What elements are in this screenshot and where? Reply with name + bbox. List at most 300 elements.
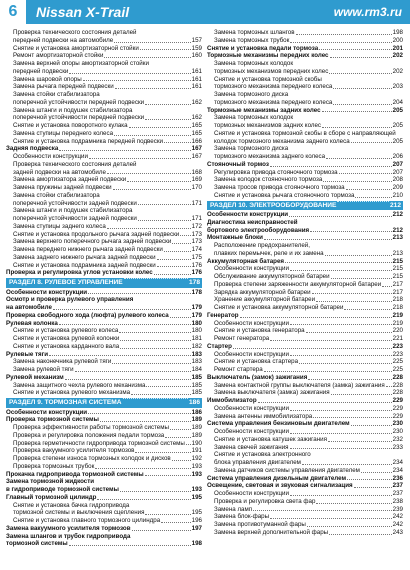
toc-entry xyxy=(6,517,202,525)
toc-entry-title: Замена пружины задней подвески xyxy=(13,184,112,191)
toc-entry xyxy=(207,242,403,250)
toc-entry xyxy=(207,99,403,107)
dot-leader xyxy=(95,468,190,469)
toc-entry xyxy=(6,327,202,335)
toc-entry-title: поперечной устойчивости задней подвески xyxy=(13,199,137,207)
dot-leader xyxy=(253,510,392,511)
toc-entry xyxy=(6,502,202,510)
toc-page-number: 205 xyxy=(392,122,403,129)
toc-page-number: 201 xyxy=(392,44,403,52)
toc-page-number: 233 xyxy=(392,443,403,451)
dot-leader xyxy=(285,262,392,263)
dot-leader xyxy=(129,127,191,128)
toc-entry xyxy=(207,428,403,436)
toc-page-number: 160 xyxy=(191,52,202,60)
toc-entry xyxy=(207,114,403,122)
dot-leader xyxy=(120,491,191,492)
toc-entry-title: Прокачка гидропривода тормозной системы xyxy=(6,470,144,478)
dot-leader xyxy=(328,441,392,442)
toc-entry xyxy=(207,529,403,537)
dot-leader xyxy=(290,355,392,356)
toc-entry-title: Проверка эффективности работы тормозной системы xyxy=(13,424,169,431)
dot-leader xyxy=(290,495,392,496)
toc-entry-title: Снятие и установка рычага стояночного тормоза xyxy=(214,191,355,199)
toc-entry xyxy=(207,289,403,297)
toc-entry-title: Зарядка аккумуляторной батареи xyxy=(214,288,311,296)
toc-entry xyxy=(6,153,202,161)
toc-page-number: 157 xyxy=(191,36,202,44)
toc-page-number: 189 xyxy=(191,431,202,439)
dot-leader xyxy=(333,88,391,89)
toc-page-number: 203 xyxy=(392,83,403,91)
toc-page-number: 183 xyxy=(191,350,202,358)
toc-page-number: 159 xyxy=(191,44,202,52)
dot-leader xyxy=(114,135,191,136)
toc-entry-title: Замена стойки стабилизатора xyxy=(13,191,100,199)
toc-page-number: 161 xyxy=(191,67,202,75)
dot-leader xyxy=(308,379,391,380)
page-number: 6 xyxy=(0,0,26,24)
site-url: www.rm3.ru xyxy=(333,5,402,19)
dot-leader xyxy=(180,235,190,236)
toc-entry-title: тормозного механизма переднего колеса xyxy=(214,83,333,91)
toc-page-number: 167 xyxy=(191,153,202,160)
toc-page-number: 230 xyxy=(392,420,403,428)
dot-leader xyxy=(299,363,392,364)
dot-leader xyxy=(75,371,191,372)
toc-entry-title: Стартер xyxy=(207,342,232,350)
dot-leader xyxy=(157,259,191,260)
dot-leader xyxy=(264,239,392,240)
toc-page-number: 200 xyxy=(392,36,403,44)
toc-entry-title: Особенности конструкции xyxy=(214,319,289,327)
toc-chapter-entry xyxy=(6,494,202,502)
toc-page-number: 185 xyxy=(191,389,202,397)
toc-entry xyxy=(207,351,403,359)
dot-leader xyxy=(346,189,392,190)
toc-entry-title: Замена контактной группы выключателя (замка) зажигания xyxy=(214,381,385,389)
toc-entry xyxy=(6,254,202,262)
toc-entry xyxy=(6,335,202,343)
toc-entry-title: поперечной устойчивости передней подвески xyxy=(13,98,145,106)
toc-page-number: 178 xyxy=(188,279,200,286)
toc-entry-title: Замена штанги и подушек стабилизатора xyxy=(13,207,133,215)
toc-page-number: 182 xyxy=(191,342,202,350)
toc-entry-title: Замена шлангов и трубок гидропривода xyxy=(6,532,131,540)
toc-entry xyxy=(207,389,403,397)
dot-leader xyxy=(172,460,191,461)
toc-page-number: 239 xyxy=(392,505,403,513)
toc-entry-title: Диагностика неисправностей xyxy=(207,218,298,226)
toc-entry-title: Система управления бензиновым двигателем xyxy=(207,420,350,428)
toc-entry xyxy=(6,99,202,107)
toc-entry-title: Снятие и установка бачка гидропривода xyxy=(13,501,130,509)
toc-entry-title: Стояночный тормоз xyxy=(207,160,269,168)
toc-entry xyxy=(6,60,202,68)
toc-entry-title: Рулевая колонка xyxy=(6,319,58,327)
toc-right-column xyxy=(207,29,403,537)
toc-entry-title: Замена свечей зажигания xyxy=(214,443,289,451)
toc-entry xyxy=(6,192,202,200)
dot-leader xyxy=(186,444,191,445)
toc-entry xyxy=(207,273,403,281)
toc-entry-title: плавких перемычек, реле и их замена xyxy=(214,249,324,257)
toc-entry xyxy=(207,490,403,498)
toc-page-number: 161 xyxy=(191,75,202,83)
toc-page-number: 181 xyxy=(191,335,202,342)
toc-entry-title: Замена тормозных трубок xyxy=(214,36,290,44)
toc-page-number: 234 xyxy=(392,466,403,474)
toc-entry-title: Замена тормозного диска xyxy=(214,145,289,153)
toc-page-number: 215 xyxy=(392,265,403,273)
dot-leader xyxy=(290,42,391,43)
toc-entry-title: Замена датчиков системы управления двигателем xyxy=(214,466,360,474)
dot-leader xyxy=(306,332,392,333)
dot-leader xyxy=(233,348,392,349)
toc-page-number: 218 xyxy=(392,296,403,304)
toc-chapter-entry xyxy=(207,397,403,405)
toc-entry-title: поперечной устойчивости передней подвески xyxy=(13,114,145,122)
toc-entry-title: Замена тормозной жидкости xyxy=(6,478,95,486)
toc-page-number: 190 xyxy=(191,439,202,447)
toc-entry xyxy=(207,366,403,374)
dot-leader xyxy=(138,220,191,221)
toc-entry-title: Замена тормозного диска xyxy=(214,91,289,98)
dot-leader xyxy=(290,324,392,325)
toc-page-number: 202 xyxy=(392,52,403,60)
toc-entry-title: Замена рулевой тяги xyxy=(13,366,74,373)
toc-entry-title: Снятие и установка подрамника передней подвески xyxy=(13,137,163,145)
toc-chapter-entry xyxy=(6,478,202,486)
dot-leader xyxy=(312,293,392,294)
toc-entry xyxy=(207,281,403,289)
toc-page-number: 242 xyxy=(392,521,403,528)
toc-entry xyxy=(207,91,403,99)
toc-entry-title: Снятие и установка продольного рычага задней подвески xyxy=(13,230,180,238)
toc-page-number: 219 xyxy=(392,319,403,327)
toc-page-number: 195 xyxy=(191,509,202,517)
toc-page-number: 234 xyxy=(392,459,403,466)
toc-entry-title: Снятие и установка стартера xyxy=(214,358,299,366)
toc-chapter-entry xyxy=(6,296,202,304)
toc-page-number: 165 xyxy=(191,129,202,137)
toc-entry-title: Особенности конструкции xyxy=(6,288,88,296)
toc-chapter-entry xyxy=(6,312,202,320)
dot-leader xyxy=(123,398,188,399)
toc-entry-title: Замена верхнего поперечного рычага задней подвески xyxy=(13,238,172,246)
toc-chapter-entry xyxy=(207,52,403,60)
toc-entry xyxy=(207,506,403,514)
dot-leader xyxy=(319,49,392,50)
toc-entry xyxy=(207,327,403,335)
toc-page-number: 172 xyxy=(191,222,202,230)
dot-leader xyxy=(145,475,191,476)
dot-leader xyxy=(325,255,392,256)
toc-chapter-entry xyxy=(207,374,403,382)
toc-page-number: 184 xyxy=(191,366,202,373)
toc-entry-title: Замена тормозных колодок xyxy=(214,60,294,67)
toc-entry-title: Замена тормозных колодок xyxy=(214,114,294,122)
toc-page-number: 189 xyxy=(191,416,202,424)
dot-leader xyxy=(104,57,190,58)
toc-page-number: 180 xyxy=(191,319,202,327)
dot-leader xyxy=(290,410,392,411)
book-title: Nissan X-Trail xyxy=(36,4,130,20)
dot-leader xyxy=(344,309,391,310)
toc-entry xyxy=(6,176,202,184)
dot-leader xyxy=(264,371,392,372)
toc-chapter-entry xyxy=(207,219,403,227)
toc-entry-title: Замена ламп xyxy=(214,505,253,513)
toc-entry-title: Особенности конструкции xyxy=(214,265,289,273)
toc-entry-title: Снятие и установка аккумуляторной батареи xyxy=(214,304,344,311)
dot-leader xyxy=(59,150,190,151)
toc-page-number: 215 xyxy=(392,273,403,280)
toc-page-number: 198 xyxy=(191,540,202,548)
toc-entry-title: Проверка свободного хода (люфта) рулевого колеса xyxy=(6,311,169,319)
toc-entry xyxy=(207,130,403,138)
toc-page-number: 198 xyxy=(392,29,403,36)
toc-entry-title: Замена переднего нижнего рычага задней подвески xyxy=(13,246,163,253)
dot-leader xyxy=(361,472,392,473)
toc-entry-title: Аккумуляторная батарея xyxy=(207,257,284,265)
toc-entry-title: Замена ступицы заднего колеса xyxy=(13,222,106,230)
toc-entry-title: Проверка технического состояния деталей xyxy=(13,160,137,168)
dot-leader xyxy=(329,534,392,535)
page-header xyxy=(0,0,410,24)
toc-entry xyxy=(6,215,202,223)
toc-entry xyxy=(207,451,403,459)
toc-entry xyxy=(6,231,202,239)
toc-page-number: 208 xyxy=(392,176,403,184)
toc-page-number: 183 xyxy=(191,358,202,366)
dot-leader xyxy=(69,73,190,74)
toc-entry-title: Замена блок-фары xyxy=(214,513,270,521)
dot-leader xyxy=(100,421,191,422)
toc-entry xyxy=(207,459,403,467)
toc-entry xyxy=(6,107,202,115)
toc-entry xyxy=(207,304,403,312)
toc-entry-title: Замена тормозных шлангов xyxy=(214,29,295,36)
toc-page-number: 171 xyxy=(191,199,202,207)
toc-page-number: 179 xyxy=(191,311,202,319)
toc-entry-title: Снятие и установка поворотного кулака xyxy=(13,122,128,129)
dot-leader xyxy=(107,173,191,174)
toc-entry-title: Проверка степени износа тормозных колодок и дисков xyxy=(13,455,171,462)
toc-entry-title: Замена колодок стояночного тормоза xyxy=(214,176,323,184)
toc-entry-title: Рулевые тяги xyxy=(6,350,49,358)
dot-leader xyxy=(240,317,392,318)
toc-entry xyxy=(6,343,202,351)
toc-entry xyxy=(6,447,202,455)
toc-entry-title: тормозного механизма переднего колеса xyxy=(214,98,333,106)
toc-page-number: 174 xyxy=(191,246,202,253)
dot-leader xyxy=(88,293,191,294)
dot-leader xyxy=(157,266,191,267)
dot-leader xyxy=(115,88,191,89)
dot-leader xyxy=(270,518,392,519)
toc-page-number: 212 xyxy=(392,226,403,234)
dot-leader xyxy=(355,197,391,198)
toc-chapter-entry xyxy=(6,486,202,494)
toc-page-number: 171 xyxy=(191,215,202,222)
toc-page-number: 170 xyxy=(191,184,202,191)
toc-entry-title: Проверка вакуумного усилителя тормозов xyxy=(13,447,135,455)
toc-entry xyxy=(207,169,403,177)
toc-entry xyxy=(6,83,202,91)
dot-leader xyxy=(302,464,392,465)
toc-entry xyxy=(6,68,202,76)
toc-section-heading xyxy=(6,278,202,288)
dot-leader xyxy=(322,127,392,128)
toc-chapter-entry xyxy=(6,304,202,312)
dot-leader xyxy=(145,514,190,515)
dot-leader xyxy=(124,278,188,279)
toc-entry xyxy=(6,138,202,146)
toc-entry xyxy=(207,60,403,68)
dot-leader xyxy=(289,216,392,217)
toc-entry xyxy=(6,463,202,471)
toc-entry xyxy=(207,296,403,304)
toc-page-number: 237 xyxy=(392,482,403,490)
toc-entry-title: Замена амортизатора задней подвески xyxy=(13,176,127,184)
toc-entry-title: Особенности конструкции xyxy=(6,408,88,416)
toc-entry xyxy=(207,68,403,76)
toc-entry xyxy=(6,122,202,130)
toc-page-number: 230 xyxy=(392,428,403,435)
toc-entry xyxy=(6,238,202,246)
toc-entry-title: РАЗДЕЛ 10. ЭЛЕКТРООБОРУДОВАНИЕ xyxy=(210,201,337,209)
toc-page-number: 175 xyxy=(191,253,202,261)
dot-leader xyxy=(331,278,392,279)
toc-entry xyxy=(207,138,403,146)
toc-entry-title: Особенности конструкции xyxy=(13,153,88,160)
toc-entry xyxy=(207,320,403,328)
dot-leader xyxy=(326,158,392,159)
toc-page-number: 228 xyxy=(392,381,403,389)
toc-entry-title: Снятие и установка карданного вала xyxy=(13,342,120,350)
toc-page-number: 242 xyxy=(392,513,403,521)
toc-entry-title: Снятие и установка рулевого механизма xyxy=(13,389,131,397)
toc-entry-title: Проверка тормозной системы xyxy=(6,416,99,424)
toc-chapter-entry xyxy=(207,227,403,235)
toc-entry-title: Замена штанги и подушек стабилизатора xyxy=(13,106,133,114)
toc-page-number: 229 xyxy=(392,404,403,412)
toc-entry xyxy=(6,509,202,517)
toc-entry-title: Снятие и установка рулевого колеса xyxy=(13,327,119,335)
dot-leader xyxy=(290,270,392,271)
toc-entry xyxy=(207,122,403,130)
toc-entry xyxy=(207,265,403,273)
toc-entry xyxy=(207,413,403,421)
dot-leader xyxy=(88,413,191,414)
toc-page-number: 210 xyxy=(392,191,403,199)
toc-page-number: 237 xyxy=(392,490,403,497)
toc-entry-title: Замена верхней дополнительной фары xyxy=(214,528,329,536)
toc-entry-title: тормозного механизма заднего колеса xyxy=(214,153,326,160)
dot-leader xyxy=(333,104,391,105)
toc-chapter-entry xyxy=(6,525,202,533)
toc-entry xyxy=(207,176,403,184)
dot-leader xyxy=(114,42,190,43)
toc-entry-title: Иммобилизатор xyxy=(207,397,257,404)
dot-leader xyxy=(119,332,190,333)
toc-entry xyxy=(6,262,202,270)
dot-leader xyxy=(59,324,191,325)
toc-entry-title: Снятие и установка генератора xyxy=(214,327,305,335)
dot-leader xyxy=(65,379,191,380)
toc-entry xyxy=(6,246,202,254)
dot-leader xyxy=(53,309,191,310)
toc-entry-title: Замена наконечника рулевой тяги xyxy=(13,358,112,366)
toc-entry xyxy=(6,91,202,99)
toc-entry xyxy=(6,424,202,432)
toc-entry-title: Замена стойки стабилизатора xyxy=(13,91,100,98)
toc-entry xyxy=(6,366,202,374)
toc-entry-title: в гидроприводе тормозной системы xyxy=(6,486,119,493)
dot-leader xyxy=(316,503,391,504)
toc-chapter-entry xyxy=(6,269,202,277)
toc-entry-title: Ремонт генератора xyxy=(214,335,270,342)
toc-entry xyxy=(207,405,403,413)
toc-entry xyxy=(6,29,202,37)
toc-entry-title: Снятие и установка амортизаторной стойки xyxy=(13,44,139,52)
toc-entry xyxy=(6,52,202,60)
toc-entry-title: Замена тросов привода стояночного тормоза xyxy=(214,184,345,191)
toc-page-number: 179 xyxy=(191,304,202,311)
dot-leader xyxy=(120,348,190,349)
toc-chapter-entry xyxy=(6,540,202,548)
toc-page-number: 215 xyxy=(392,257,403,265)
toc-page-number: 238 xyxy=(392,497,403,505)
dot-leader xyxy=(145,119,191,120)
toc-page-number: 217 xyxy=(392,288,403,296)
toc-page-number: 196 xyxy=(191,517,202,524)
dot-leader xyxy=(296,34,392,35)
toc-page-number: 218 xyxy=(392,304,403,311)
toc-entry-title: Снятие и установка тормозной скобы в сборе с направляющей xyxy=(214,129,396,137)
toc-entry-title: Регулировка привода стояночного тормоза xyxy=(214,168,338,176)
toc-entry xyxy=(207,436,403,444)
dot-leader xyxy=(270,340,391,341)
dot-leader xyxy=(164,251,191,252)
toc-page-number: 220 xyxy=(392,327,403,335)
toc-page-number: 206 xyxy=(392,153,403,160)
toc-chapter-entry xyxy=(207,420,403,428)
toc-entry xyxy=(207,382,403,390)
toc-entry-title: Ремонт амортизаторной стойки xyxy=(13,52,104,60)
toc-page-number: 229 xyxy=(392,397,403,404)
toc-entry-title: передней подвески xyxy=(13,67,69,75)
toc-entry xyxy=(6,200,202,208)
toc-entry-title: Система управления дизельным двигателем xyxy=(207,474,347,482)
toc-entry-title: Снятие и установка педали тормоза xyxy=(207,44,319,52)
dot-leader xyxy=(83,80,191,81)
toc-entry xyxy=(6,382,202,390)
dot-leader xyxy=(120,340,190,341)
dot-leader xyxy=(164,142,191,143)
toc-entry-title: Снятие и установка подрамника задней подвески xyxy=(13,261,156,269)
toc-entry-title: Замена ступицы переднего колеса xyxy=(13,129,114,137)
toc-chapter-entry xyxy=(6,409,202,417)
toc-entry xyxy=(207,335,403,343)
toc-section-heading xyxy=(6,398,202,408)
dot-leader xyxy=(113,189,191,190)
toc-entry xyxy=(207,467,403,475)
toc-page-number: 189 xyxy=(191,424,202,431)
toc-entry-title: Замена рычага передней подвески xyxy=(13,83,114,91)
dot-leader xyxy=(323,181,391,182)
